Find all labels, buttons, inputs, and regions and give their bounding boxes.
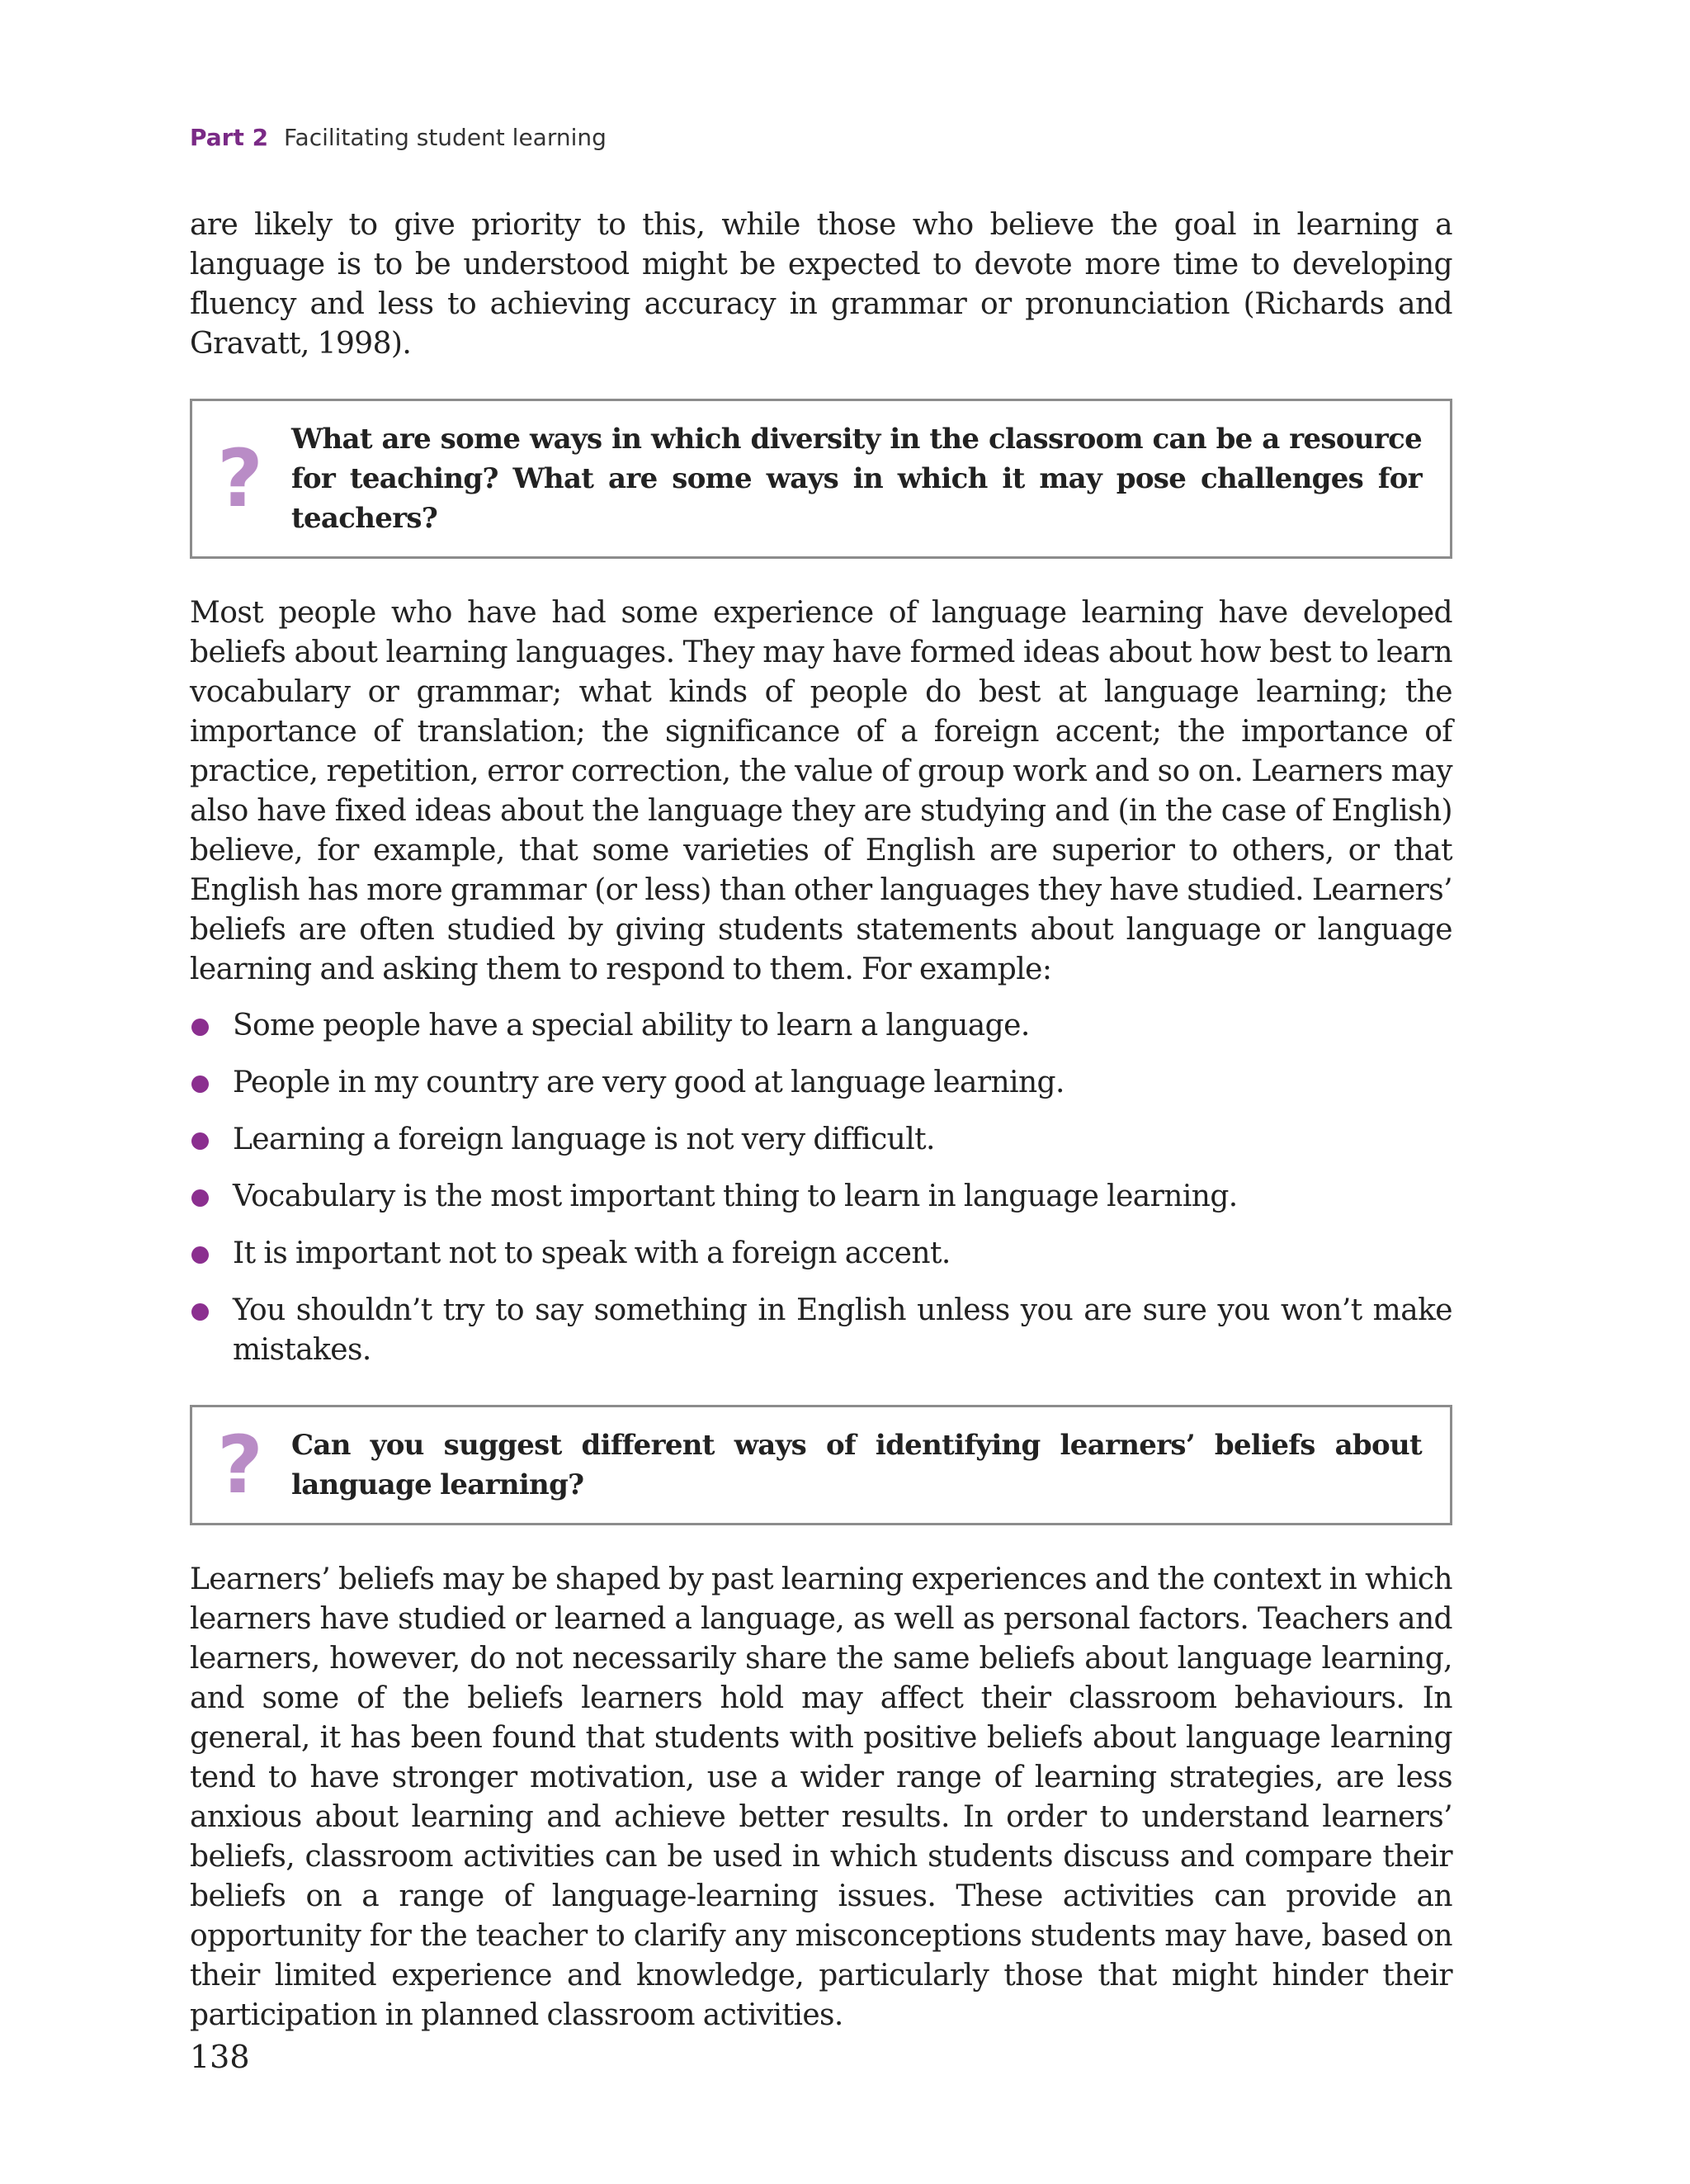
list-item bbox=[190, 1177, 1452, 1217]
bullet-icon bbox=[191, 1132, 209, 1150]
list-item bbox=[190, 1006, 1452, 1046]
question-box-diversity bbox=[190, 399, 1452, 559]
list-item bbox=[190, 1063, 1452, 1103]
intro-paragraph: are likely to give priority to this, while those who believe the goal in learning a language is to be understood might be expected to devote more time to developing fluency and less to achieving accuracy in grammar or pronunciation (Richards and Gravatt, 1998). bbox=[190, 208, 1452, 361]
question-mark-icon: ? bbox=[217, 433, 263, 525]
list-item-text: You shouldn’t try to say something in English unless you are sure you won’t make mistakes. bbox=[233, 1293, 1452, 1367]
bullet-icon bbox=[191, 1075, 209, 1093]
list-item-text: Some people have a special ability to learn a language. bbox=[233, 1009, 1030, 1042]
list-item-text: Learning a foreign language is not very difficult. bbox=[233, 1123, 935, 1156]
beliefs-paragraph: Most people who have had some experience of language learning have developed beliefs about learning languages. They may have formed ideas about how best to learn vocabulary or grammar; what kinds of people do best at language learning; the importance of translation; the significance of a foreign accent; the importance of practice, repetition, error correction, the value of group work and so on. Learners may also have fixed ideas about the language they are studying and (in the case of English) believe, for example, that some varieties of English are superior to others, or that English has more grammar (or less) than other languages they have studied. Learners’ beliefs are often studied by giving students statements about language or language learning and asking them to respond to them. For example: bbox=[190, 596, 1452, 986]
bullet-icon bbox=[191, 1246, 209, 1264]
bullet-icon bbox=[191, 1303, 209, 1321]
closing-paragraph: Learners’ beliefs may be shaped by past learning experiences and the context in which learners have studied or learned a language, as well as personal factors. Teachers and learners, however, do not necessarily share the same beliefs about language learning, and some of the beliefs learners hold may affect their classroom behaviours. In general, it has been found that students with positive beliefs about language learning tend to have stronger motivation, use a wider range of learning strategies, are less anxious about learning and achieve better results. In order to understand learners’ beliefs, classroom activities can be used in which students discuss and compare their beliefs on a range of language-learning issues. These activities can provide an opportunity for the teacher to clarify any misconceptions students may have, based on their limited experience and knowledge, particularly those that might hinder their participation in planned classroom activities. bbox=[190, 1562, 1452, 2032]
running-head bbox=[190, 124, 1452, 151]
part-label: Part 2 bbox=[190, 124, 269, 151]
question-text: Can you suggest different ways of identifying learners’ beliefs about language learning? bbox=[291, 1429, 1422, 1501]
bullet-icon bbox=[191, 1019, 209, 1036]
page-number: 138 bbox=[190, 2039, 250, 2075]
list-item-text: Vocabulary is the most important thing to learn in language learning. bbox=[233, 1179, 1238, 1213]
list-item bbox=[190, 1120, 1452, 1160]
list-item-text: People in my country are very good at language learning. bbox=[233, 1066, 1065, 1099]
question-mark-icon: ? bbox=[217, 1419, 263, 1511]
section-title: Facilitating student learning bbox=[284, 124, 607, 151]
belief-statements-list bbox=[190, 1006, 1452, 1370]
list-item-text: It is important not to speak with a foreign accent. bbox=[233, 1236, 951, 1270]
question-text: What are some ways in which diversity in the classroom can be a resource for teaching? What are some ways in which it may pose challenges for teachers? bbox=[291, 423, 1422, 535]
list-item bbox=[190, 1234, 1452, 1274]
question-box-beliefs bbox=[190, 1405, 1452, 1525]
page-content bbox=[190, 124, 1452, 2035]
bullet-icon bbox=[191, 1189, 209, 1207]
list-item bbox=[190, 1291, 1452, 1370]
